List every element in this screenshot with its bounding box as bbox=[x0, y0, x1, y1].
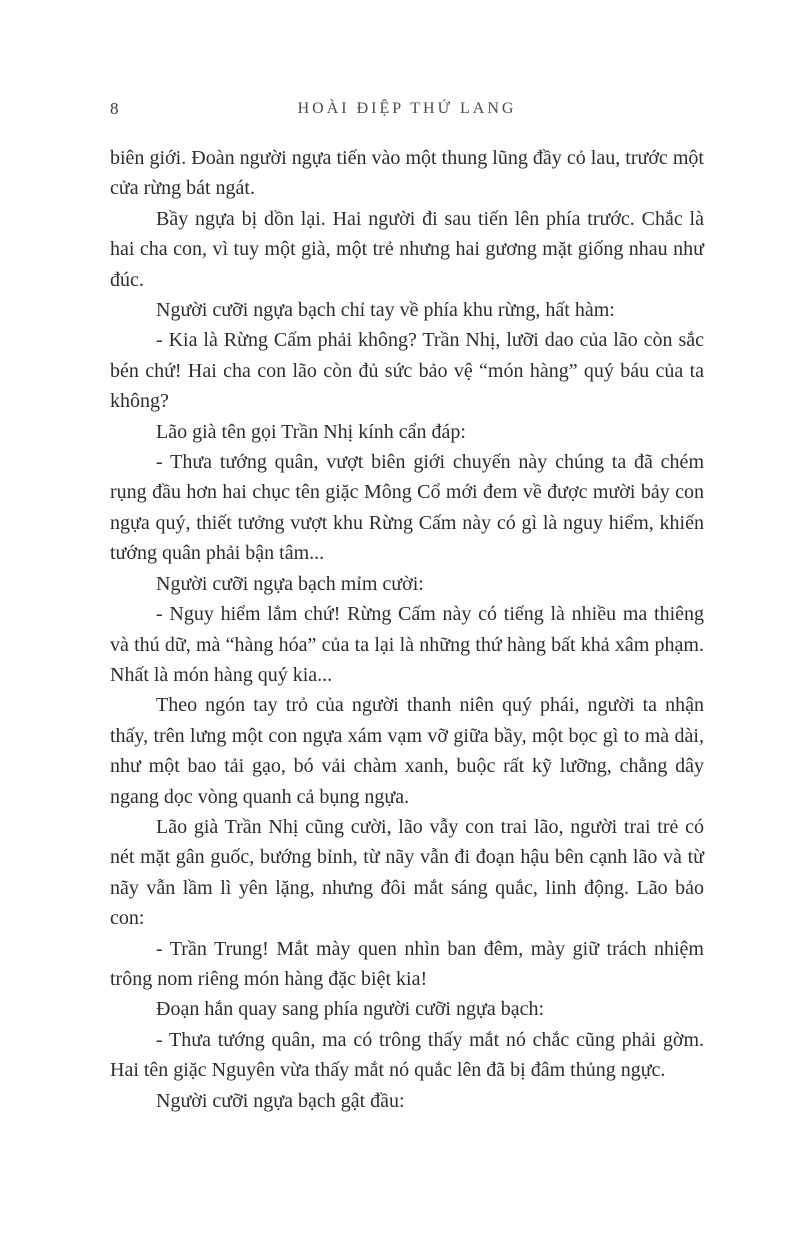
paragraph: Đoạn hắn quay sang phía người cưỡi ngựa bạch: bbox=[156, 998, 545, 1021]
paragraph: Người cưỡi ngựa bạch mỉm cười: bbox=[156, 572, 424, 595]
paragraph: - Thưa tướng quân, ma có trông thấy mắt nó chắc cũng phải gờm. Hai tên giặc Nguyên vừa thấy mắt nó quắc lên đã bị đâm thủng ngực. bbox=[110, 1028, 704, 1082]
page-body bbox=[110, 143, 704, 1116]
paragraph: Theo ngón tay trỏ của người thanh niên quý phái, người ta nhận thấy, trên lưng một con ngựa xám vạm vỡ giữa bầy, một bọc gì to mà dài, như một bao tải gạo, bó vải chàm xanh, buộc rất kỹ lưỡng, chằng dây ngang dọc vòng quanh cả bụng ngựa. bbox=[110, 694, 704, 808]
paragraph: Người cưỡi ngựa bạch chỉ tay về phía khu rừng, hất hàm: bbox=[156, 299, 615, 322]
page-header bbox=[110, 100, 704, 118]
paragraph: biên giới. Đoàn người ngựa tiến vào một thung lũng đầy cỏ lau, trước một cửa rừng bát ngát. bbox=[110, 147, 704, 200]
paragraph: - Trần Trung! Mắt mày quen nhìn ban đêm, mày giữ trách nhiệm trông nom riêng món hàng đặc biệt kia! bbox=[110, 937, 704, 990]
paragraph: - Thưa tướng quân, vượt biên giới chuyến này chúng ta đã chém rụng đầu hơn hai chục tên giặc Mông Cổ mới đem về được mười bảy con ngựa quý, thiết tưởng vượt khu Rừng Cấm này có gì là nguy hiểm, khiến tướng quân phải bận tâm... bbox=[110, 451, 704, 565]
running-title: HOÀI ĐIỆP THỨ LANG bbox=[297, 100, 517, 117]
paragraph: Lão già Trần Nhị cũng cười, lão vẫy con trai lão, người trai trẻ có nét mặt gân guốc, bướng bỉnh, từ nãy vẫn đi đoạn hậu bên cạnh lão và từ nãy vẫn lầm lì yên lặng, nhưng đôi mắt sáng quắc, linh động. Lão bảo con: bbox=[110, 815, 704, 930]
paragraph: Người cưỡi ngựa bạch gật đầu: bbox=[156, 1089, 405, 1112]
paragraph: - Kia là Rừng Cấm phải không? Trần Nhị, lưỡi dao của lão còn sắc bén chứ! Hai cha con lão còn đủ sức bảo vệ “món hàng” quý báu của ta không? bbox=[110, 329, 704, 413]
page-number: 8 bbox=[110, 99, 119, 118]
paragraph: Bầy ngựa bị dồn lại. Hai người đi sau tiến lên phía trước. Chắc là hai cha con, vì tuy một già, một trẻ nhưng hai gương mặt giống nhau như đúc. bbox=[110, 207, 704, 291]
paragraph: Lão già tên gọi Trần Nhị kính cẩn đáp: bbox=[156, 420, 466, 443]
paragraph: - Nguy hiểm lắm chứ! Rừng Cấm này có tiếng là nhiều ma thiêng và thú dữ, mà “hàng hóa” của ta lại là những thứ hàng bất khả xâm phạm. Nhất là món hàng quý kia... bbox=[110, 603, 704, 686]
